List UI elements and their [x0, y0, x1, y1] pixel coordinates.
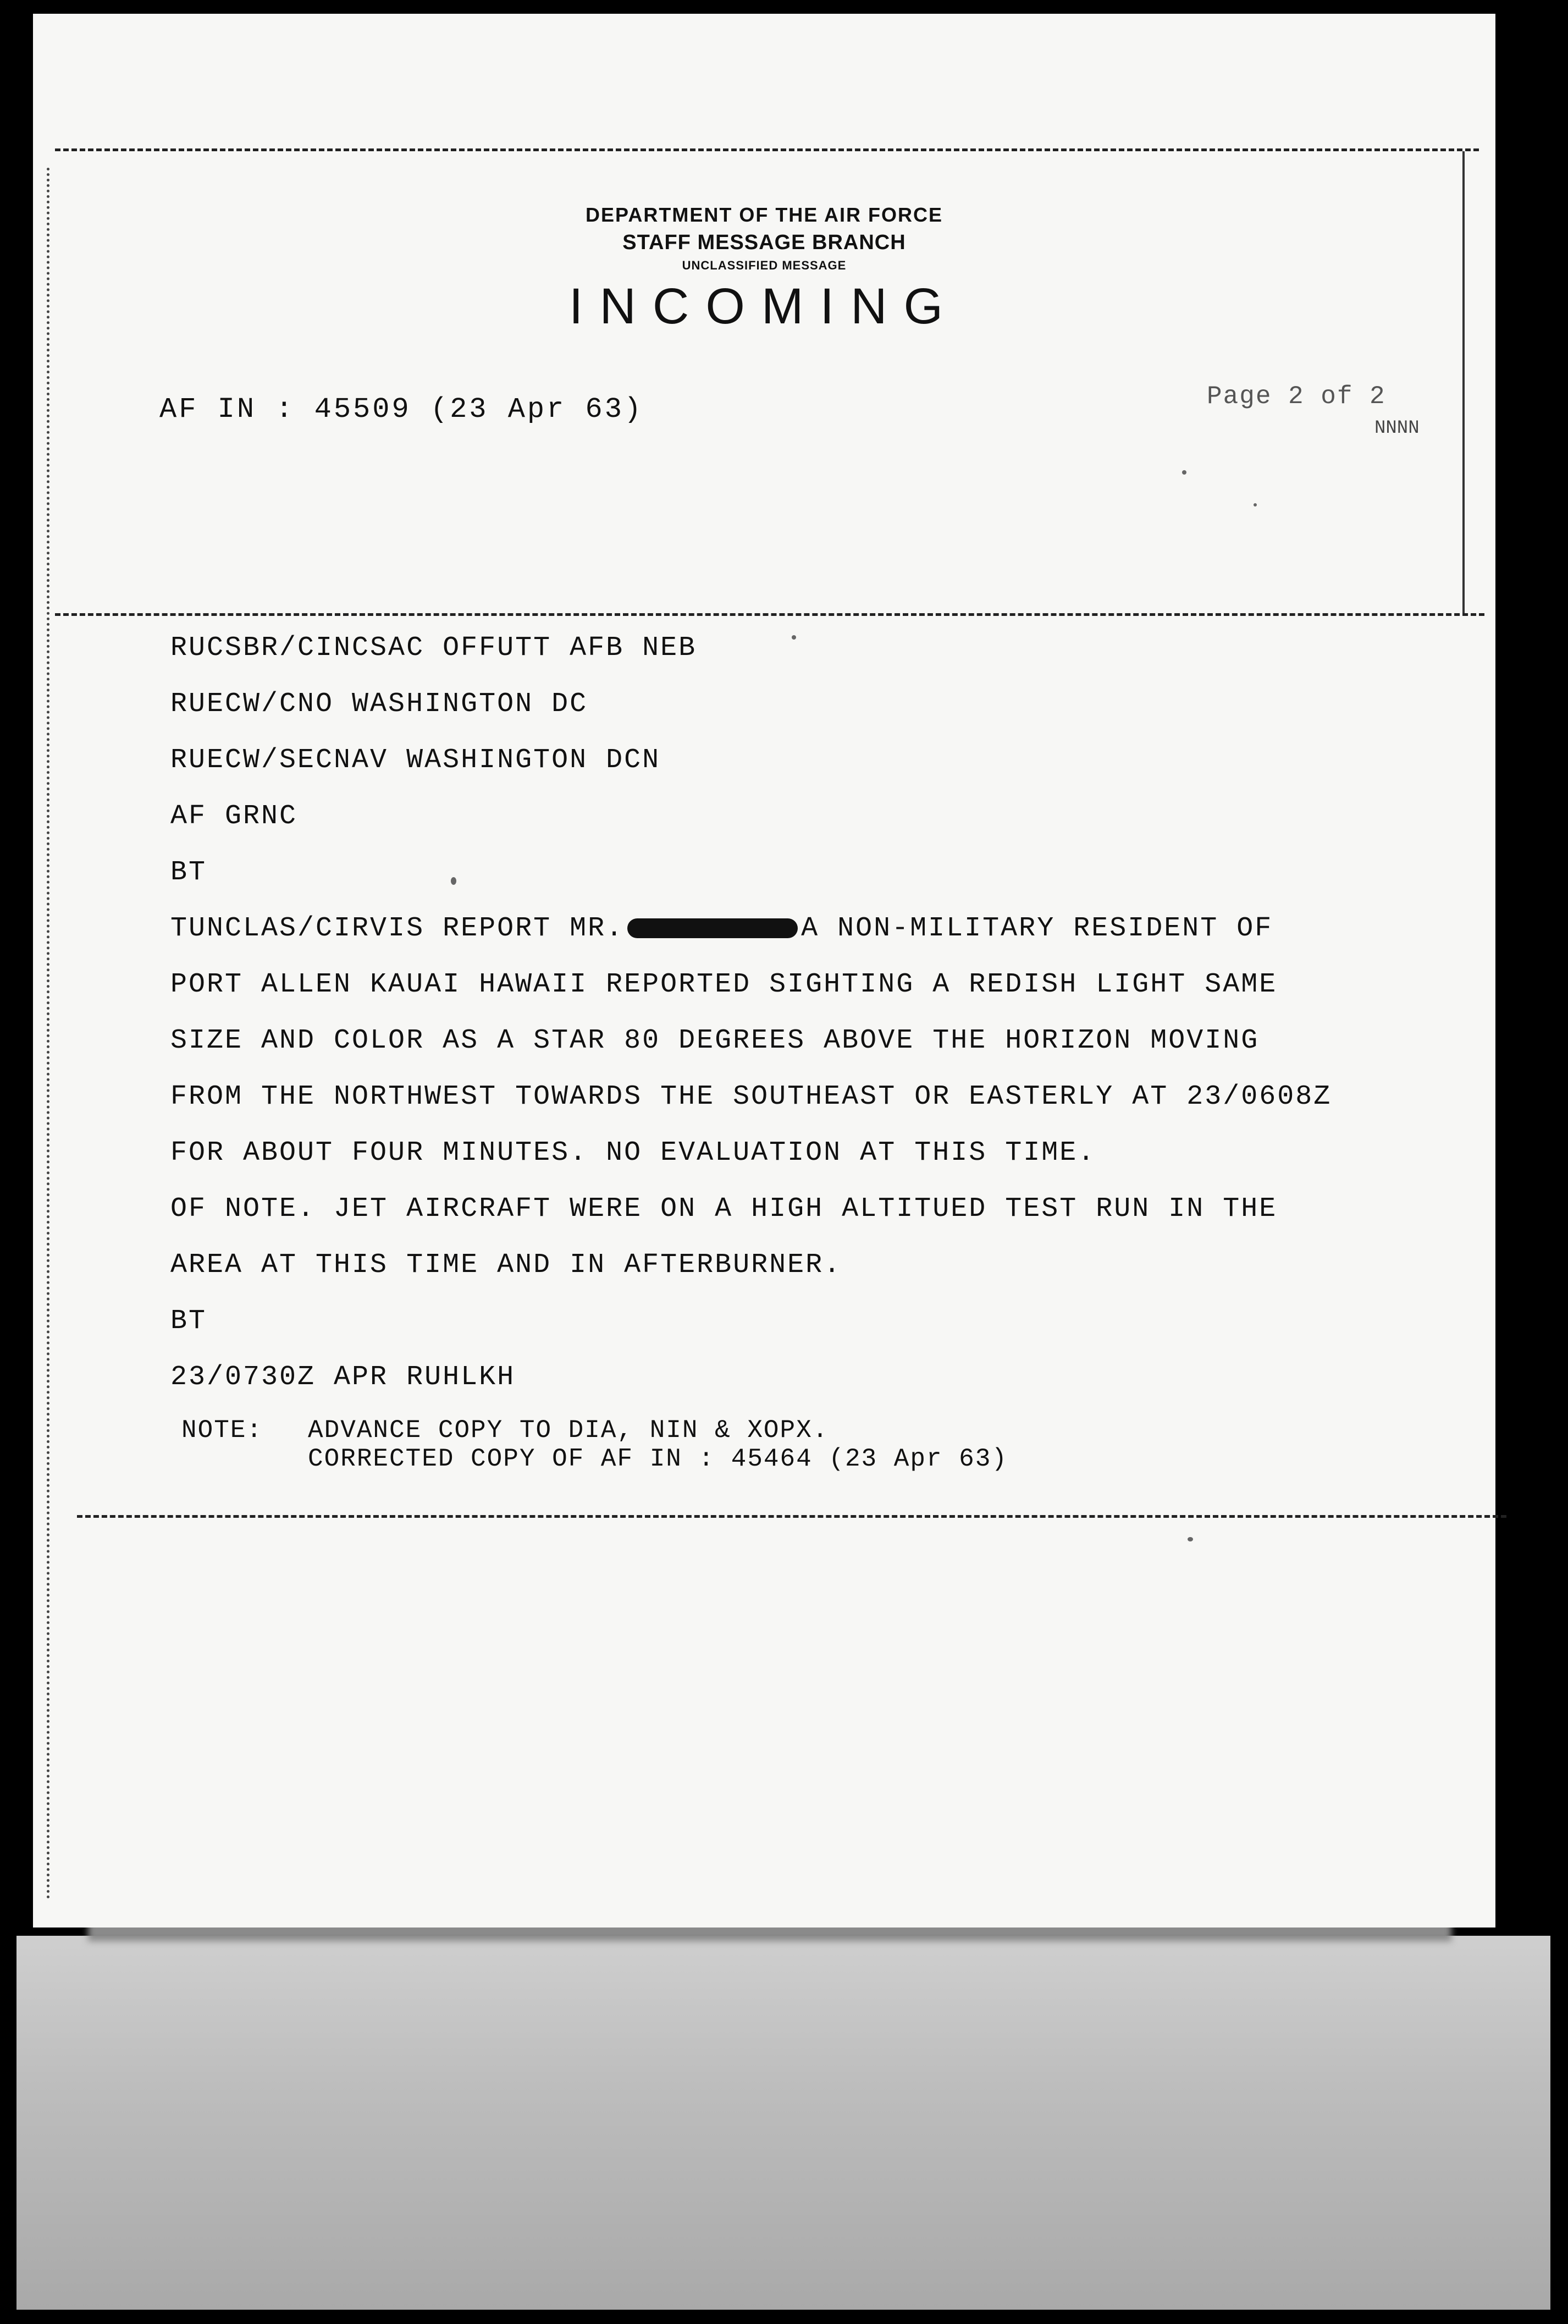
body-line: BT: [170, 1306, 207, 1337]
body-line: OF NOTE. JET AIRCRAFT WERE ON A HIGH ALTITUED TEST RUN IN THE: [170, 1193, 1278, 1225]
body-line: AREA AT THIS TIME AND IN AFTERBURNER.: [170, 1249, 842, 1281]
middle-dashed-rule: [55, 613, 1484, 616]
body-line: RUECW/CNO WASHINGTON DC: [170, 689, 588, 720]
incoming-title: INCOMING: [568, 278, 960, 334]
body-line-suffix: A NON-MILITARY RESIDENT OF: [801, 913, 1273, 944]
bottom-dashed-rule: [77, 1515, 1506, 1518]
speck: [451, 877, 456, 885]
speck: [1182, 470, 1186, 475]
body-line: SIZE AND COLOR AS A STAR 80 DEGREES ABOVE THE HORIZON MOVING: [170, 1025, 1260, 1056]
redaction-mark: [627, 918, 798, 938]
document-page: [33, 14, 1495, 1928]
speck: [1254, 503, 1257, 506]
department-heading: DEPARTMENT OF THE AIR FORCE: [586, 203, 943, 226]
note-line: ADVANCE COPY TO DIA, NIN & XOPX.: [308, 1416, 829, 1445]
note-label: NOTE:: [181, 1416, 263, 1445]
body-line: RUECW/SECNAV WASHINGTON DCN: [170, 745, 661, 776]
body-line: PORT ALLEN KAUAI HAWAII REPORTED SIGHTING A REDISH LIGHT SAME: [170, 969, 1278, 1000]
body-line: [170, 913, 1273, 944]
body-line: FOR ABOUT FOUR MINUTES. NO EVALUATION AT THIS TIME.: [170, 1137, 1096, 1169]
body-line: AF GRNC: [170, 801, 298, 832]
page-number: Page 2 of 2: [1207, 382, 1386, 411]
speck: [792, 635, 796, 640]
film-backing: [16, 1936, 1550, 2310]
body-line: 23/0730Z APR RUHLKH: [170, 1362, 516, 1393]
classification-label: UNCLASSIFIED MESSAGE: [682, 258, 847, 272]
speck: [1188, 1537, 1193, 1541]
top-dashed-rule: [55, 148, 1479, 151]
body-line-text: TUNCLAS/CIRVIS REPORT MR.: [170, 913, 625, 944]
body-line: FROM THE NORTHWEST TOWARDS THE SOUTHEAST OR EASTERLY AT 23/0608Z: [170, 1081, 1332, 1113]
page-code: NNNN: [1374, 418, 1420, 439]
body-line: BT: [170, 857, 207, 888]
body-line: RUCSBR/CINCSAC OFFUTT AFB NEB: [170, 632, 697, 664]
af-in-reference: AF IN : 45509 (23 Apr 63): [159, 393, 644, 426]
note-line: CORRECTED COPY OF AF IN : 45464 (23 Apr 63): [308, 1445, 1008, 1473]
branch-heading: STAFF MESSAGE BRANCH: [622, 231, 906, 254]
left-edge-border: [47, 168, 49, 1900]
